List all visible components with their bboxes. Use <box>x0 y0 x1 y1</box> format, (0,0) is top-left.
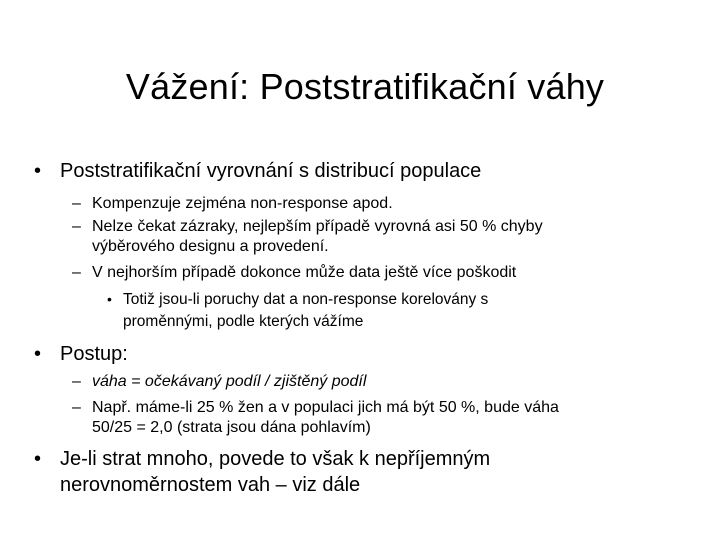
sub-bullet-text: Kompenzuje zejména non-response apod. <box>92 195 393 212</box>
dash-marker: – <box>72 399 81 416</box>
sub-bullet-text-line2: výběrového designu a provedení. <box>92 238 329 255</box>
bullet-text-line1: Je-li strat mnoho, povede to však k nepříjemným <box>60 448 491 470</box>
sub-bullet-text-line1: Nelze čekat zázraky, nejlepším případě vyrovná asi 50 % chyby <box>92 218 543 235</box>
dash-marker: – <box>72 264 81 281</box>
sub-sub-bullet-text-line1: Totiž jsou-li poruchy dat a non-response korelovány s <box>123 291 489 308</box>
sub-bullet-text: váha = očekávaný podíl / zjištěný podíl <box>92 373 367 390</box>
dash-marker: – <box>72 373 81 390</box>
bullet-marker: • <box>107 291 112 307</box>
dash-marker: – <box>72 218 81 235</box>
sub-bullet-text: V nejhorším případě dokonce může data ještě více poškodit <box>92 264 517 281</box>
bullet-text: Postup: <box>60 343 128 365</box>
sub-bullet-text-line1: Např. máme-li 25 % žen a v populaci jich má být 50 %, bude váha <box>92 399 559 416</box>
bullet-marker: • <box>34 448 42 470</box>
bullet-marker: • <box>34 160 42 182</box>
sub-bullet-text-line2: 50/25 = 2,0 (strata jsou dána pohlavím) <box>92 419 371 436</box>
slide-title: Vážení: Poststratifikační váhy <box>125 66 605 107</box>
bullet-marker: • <box>34 343 42 365</box>
bullet-text: Poststratifikační vyrovnání s distribucí populace <box>60 160 482 182</box>
dash-marker: – <box>72 195 81 212</box>
sub-sub-bullet-text-line2: proměnnými, podle kterých vážíme <box>123 313 364 330</box>
bullet-text-line2: nerovnoměrnostem vah – viz dále <box>60 474 361 496</box>
